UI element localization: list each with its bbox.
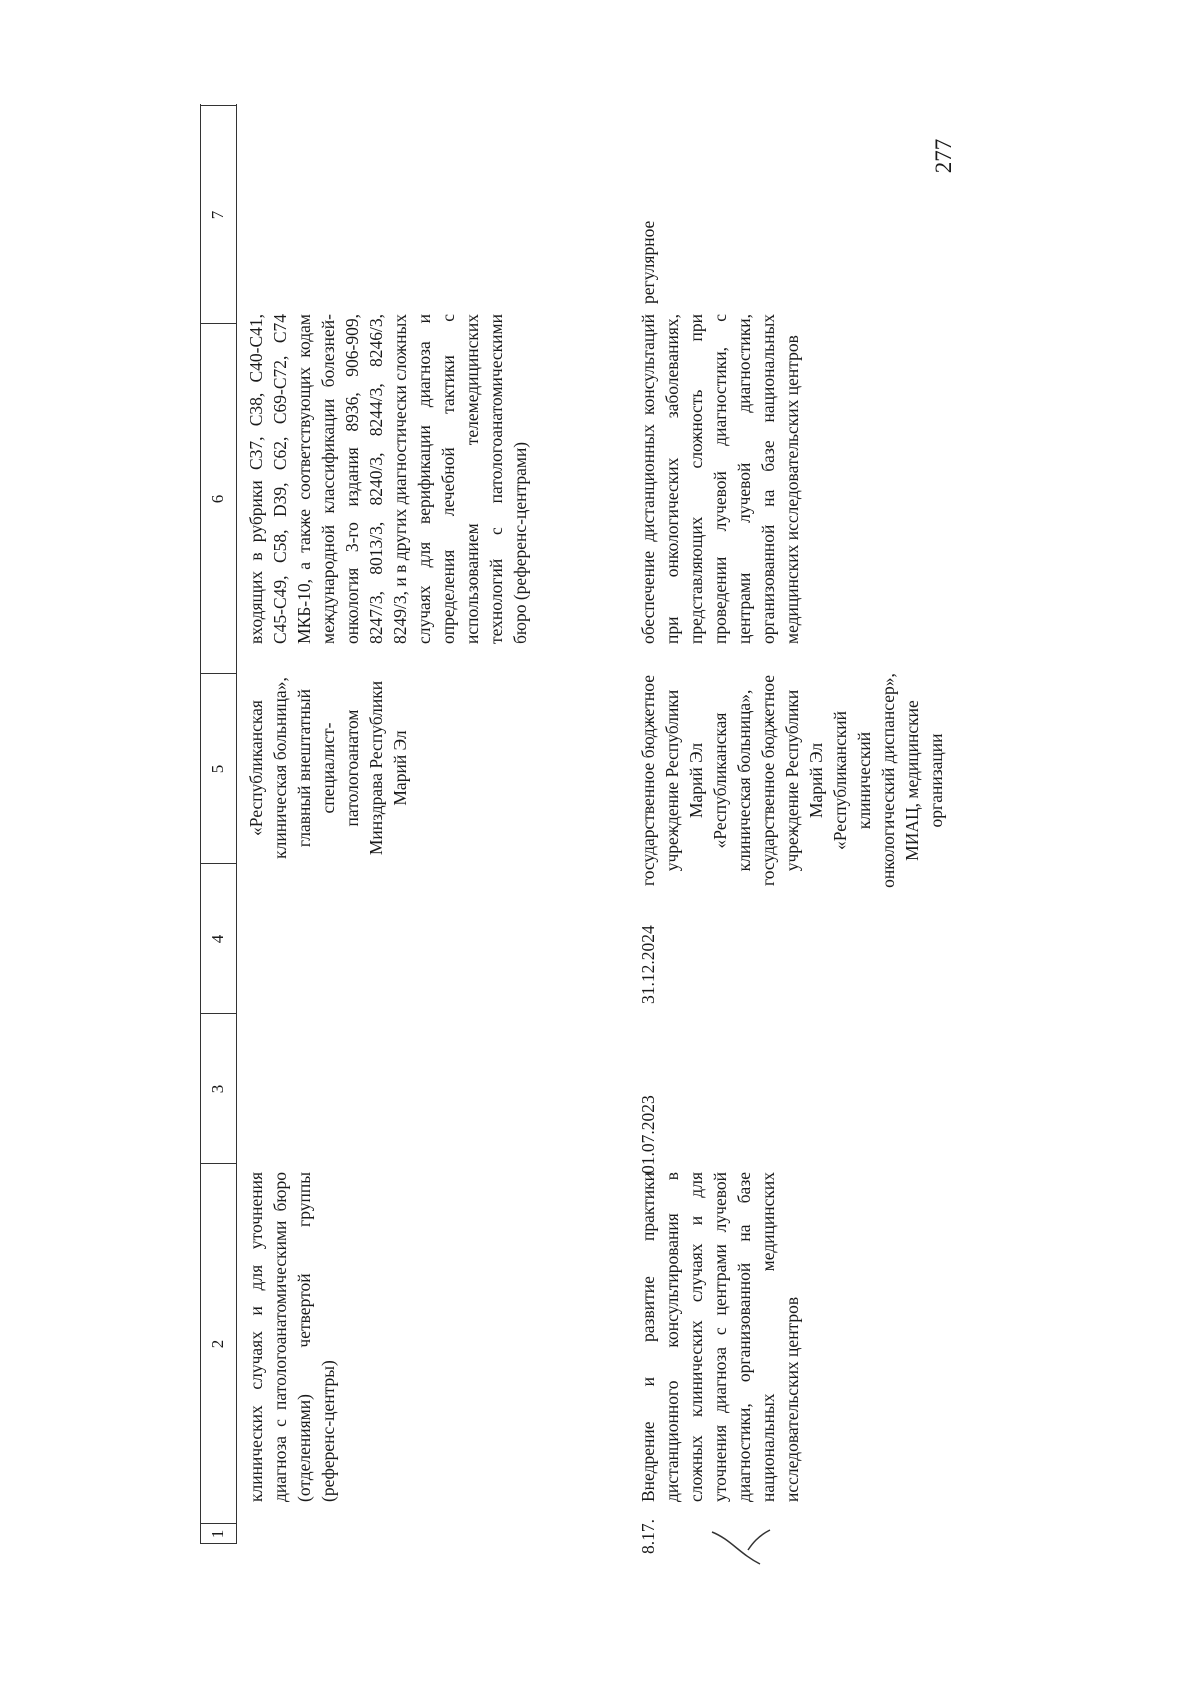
prev-row-responsible-cell: «Республиканская клиническая больница», главный внештатный специалист-патологоанатом Минздрава Республики Марий Эл bbox=[246, 677, 410, 859]
column-header: 4 bbox=[208, 934, 227, 944]
column-header: 7 bbox=[208, 210, 227, 220]
row-responsible-cell: государственное бюджетное учреждение Республики Марий Эл «Республиканская клиническая больница», государственное бюджетное учреждение Республики Марий Эл «Республиканский клинический онкологический диспансер», МИАЦ, медицинские организации bbox=[638, 673, 946, 888]
page-number: 277 bbox=[931, 138, 956, 174]
row-type-cell: регулярное bbox=[638, 220, 658, 304]
rotated-table bbox=[200, 104, 1040, 1554]
column-header: 5 bbox=[208, 764, 227, 774]
column-header: 2 bbox=[208, 1339, 227, 1349]
header-bottom-border bbox=[236, 104, 237, 1544]
handwritten-mark-icon bbox=[700, 1514, 780, 1574]
prev-row-name-cell: клинических случаях и для уточнения диагноза с патологоанатомическими бюро (отделениями) четвертой группы (референс-центры) bbox=[246, 1172, 338, 1502]
column-header: 1 bbox=[208, 1529, 227, 1539]
row-number-cell: 8.17. bbox=[638, 1519, 658, 1554]
row-start-date-cell: 01.07.2023 bbox=[638, 1095, 658, 1174]
row-name-cell: Внедрение и развитие практики дистанционного консультирования в сложных клинических случаях и для уточнения диагноза с центрами лучевой диагностики, организованной на базе национальных медицинских исследовательских центров bbox=[638, 1172, 802, 1502]
column-header: 3 bbox=[208, 1084, 227, 1094]
row-end-date-cell: 31.12.2024 bbox=[638, 925, 658, 1004]
prev-row-result-cell: входящих в рубрики C37, C38, C40-C41, C45-C49, C58, D39, C62, C69-C72, C74 МКБ-10, а также соответствующих кодам международной классификации болезней-онкология 3-го издания 8936, 906-909, 8247/3, 8013/3, 8240/3, 8244/3, 8246/3, 8249/3, и в других диагностически сложных случаях для верификации диагноза и определения лечебной тактики с использованием телемедицинских технологий с патологоанатомическими бюро (референс-центрами) bbox=[246, 314, 530, 644]
column-header: 6 bbox=[208, 494, 227, 504]
row-result-cell: обеспечение дистанционных консультаций при онкологических заболеваниях, представляющих сложность при проведении лучевой диагностики, с центрами лучевой диагностики, организованной на базе национальных медицинских исследовательских центров bbox=[638, 314, 802, 644]
